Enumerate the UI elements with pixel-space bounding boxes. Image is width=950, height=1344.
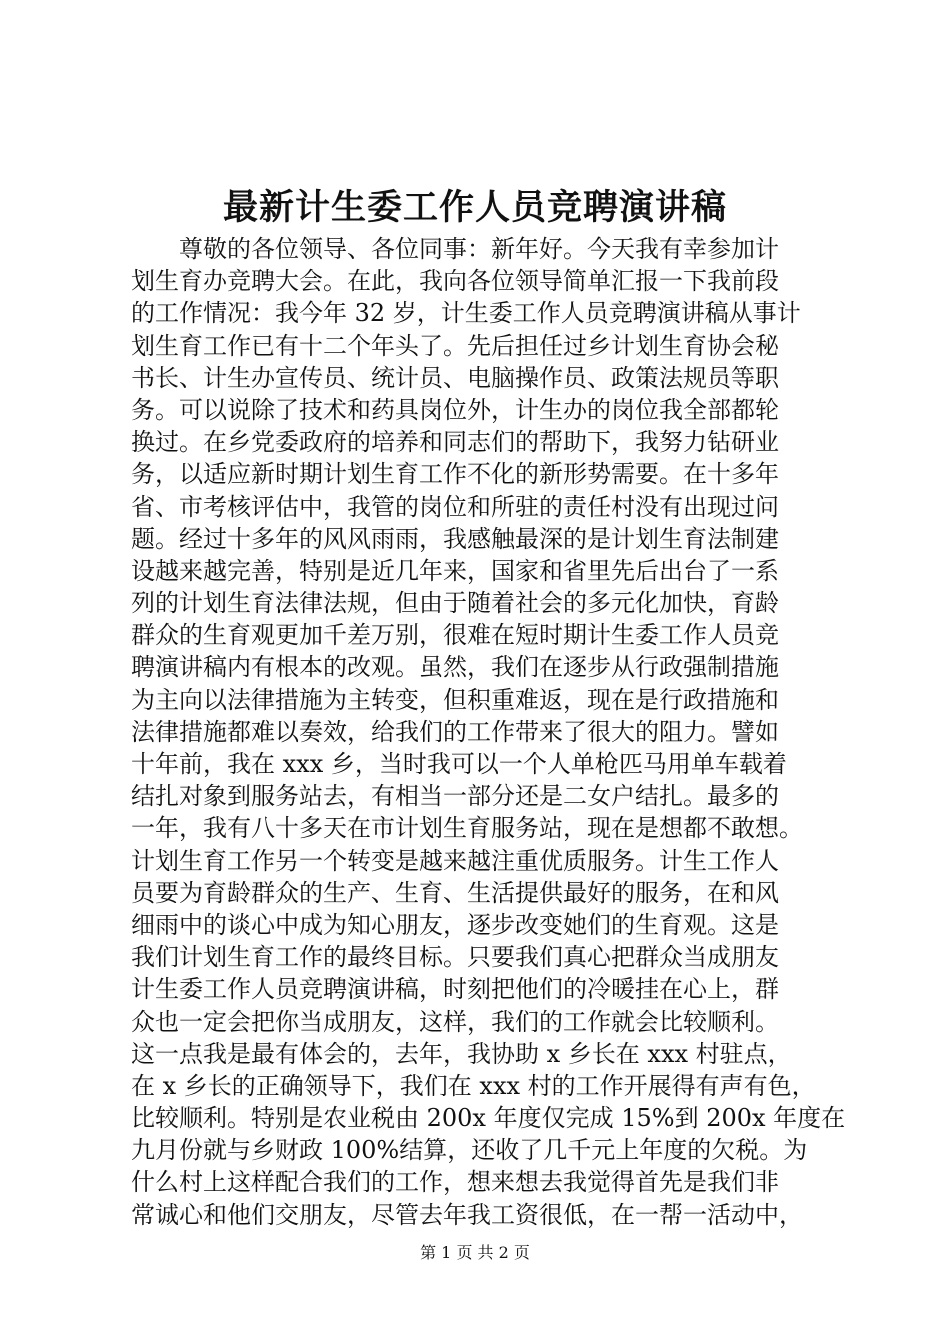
text-line: 计生委工作人员竞聘演讲稿，时刻把他们的冷暖挂在心上，群 bbox=[131, 975, 779, 1004]
text-line: 换过。在乡党委政府的培养和同志们的帮助下，我努力钻研业 bbox=[131, 428, 779, 457]
text-line: 务。可以说除了技术和药具岗位外，计生办的岗位我全部都轮 bbox=[131, 395, 779, 424]
text-line: 九月份就与乡财政 100%结算，还收了几千元上年度的欠税。为 bbox=[131, 1136, 808, 1165]
text-line: 员要为育龄群众的生产、生育、生活提供最好的服务，在和风 bbox=[131, 878, 779, 907]
text-line: 我们计划生育工作的最终目标。只要我们真心把群众当成朋友 bbox=[131, 943, 779, 972]
text-line: 比较顺利。特别是农业税由 200x 年度仅完成 15%到 200x 年度在 bbox=[131, 1104, 846, 1133]
text-line: 题。经过十多年的风风雨雨，我感触最深的是计划生育法制建 bbox=[131, 524, 779, 553]
text-line: 设越来越完善，特别是近几年来，国家和省里先后出台了一系 bbox=[131, 556, 779, 585]
text-line: 划生育办竞聘大会。在此，我向各位领导简单汇报一下我前段 bbox=[131, 267, 779, 296]
text-line: 聘演讲稿内有根本的改观。虽然，我们在逐步从行政强制措施 bbox=[131, 653, 779, 682]
text-line: 法律措施都难以奏效，给我们的工作带来了很大的阻力。譬如 bbox=[131, 717, 779, 746]
text-line: 什么村上这样配合我们的工作，想来想去我觉得首先是我们非 bbox=[131, 1168, 779, 1197]
page-footer: 第 1 页 共 2 页 bbox=[420, 1243, 530, 1262]
document-body bbox=[131, 233, 846, 1231]
text-line: 一年，我有八十多天在市计划生育服务站，现在是想都不敢想。 bbox=[131, 814, 803, 843]
text-line: 常诚心和他们交朋友，尽管去年我工资很低，在一帮一活动中， bbox=[131, 1200, 803, 1229]
text-line: 结扎对象到服务站去，有相当一部分还是二女户结扎。最多的 bbox=[131, 782, 779, 811]
text-line: 省、市考核评估中，我管的岗位和所驻的责任村没有出现过问 bbox=[131, 492, 779, 521]
text-line: 的工作情况：我今年 32 岁，计生委工作人员竞聘演讲稿从事计 bbox=[131, 299, 801, 328]
text-line: 书长、计生办宣传员、统计员、电脑操作员、政策法规员等职 bbox=[131, 363, 779, 392]
text-line: 细雨中的谈心中成为知心朋友，逐步改变她们的生育观。这是 bbox=[131, 910, 779, 939]
text-line: 十年前，我在 xxx 乡，当时我可以一个人单枪匹马用单车载着 bbox=[131, 750, 787, 778]
text-line: 群众的生育观更加千差万别，很难在短时期计生委工作人员竞 bbox=[131, 621, 779, 650]
text-line: 划生育工作已有十二个年头了。先后担任过乡计划生育协会秘 bbox=[131, 331, 779, 360]
text-line: 为主向以法律措施为主转变，但积重难返，现在是行政措施和 bbox=[131, 685, 779, 714]
document-title: 最新计生委工作人员竞聘演讲稿 bbox=[222, 187, 727, 228]
text-line: 务，以适应新时期计划生育工作不化的新形势需要。在十多年 bbox=[131, 460, 779, 489]
text-line: 列的计划生育法律法规，但由于随着社会的多元化加快，育龄 bbox=[131, 589, 779, 618]
text-line: 在 x 乡长的正确领导下，我们在 xxx 村的工作开展得有声有色， bbox=[131, 1071, 816, 1100]
text-line: 众也一定会把你当成朋友，这样，我们的工作就会比较顺利。 bbox=[131, 1007, 779, 1036]
text-line: 尊敬的各位领导、各位同事：新年好。今天我有幸参加计 bbox=[179, 235, 779, 263]
text-line: 这一点我是最有体会的，去年，我协助 x 乡长在 xxx 村驻点， bbox=[131, 1039, 792, 1068]
text-line: 计划生育工作另一个转变是越来越注重优质服务。计生工作人 bbox=[131, 846, 779, 875]
